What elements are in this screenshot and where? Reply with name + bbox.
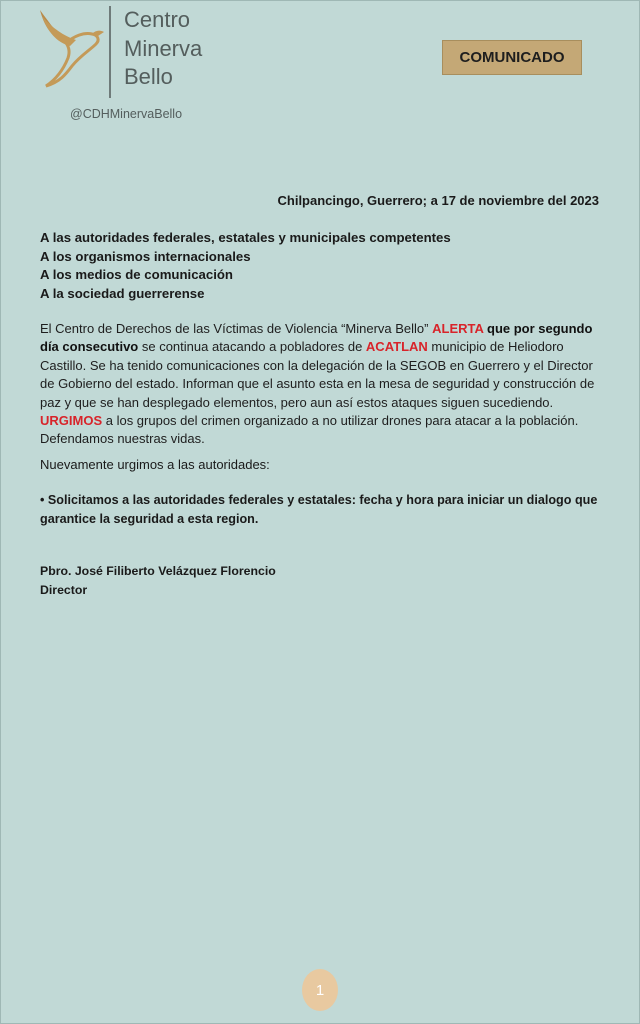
body-text-2: que por segundo día consecutivo <box>40 321 593 355</box>
logo-line-3: Bello <box>124 64 173 89</box>
letter-date: Chilpancingo, Guerrero; a 17 de noviembre del 2023 <box>277 193 599 208</box>
urgimos-keyword: URGIMOS <box>40 413 103 429</box>
alerta-keyword: ALERTA <box>432 321 484 336</box>
recipient-line: A las autoridades federales, estatales y municipales competentes <box>40 230 451 245</box>
recipient-line: A los organismos internacionales <box>40 248 251 264</box>
body-text-5: a los grupos del crimen organizado a no utilizar drones para atacar a la población. Defendamos nuestras vidas. <box>40 413 579 447</box>
body-text-1: El Centro de Derechos de las Víctimas de Violencia “Minerva Bello” <box>40 321 433 336</box>
social-handle: @CDHMinervaBello <box>70 107 183 121</box>
logo-line-2: Minerva <box>124 35 203 61</box>
signature-title: Director <box>40 582 88 597</box>
request-bullet: • Solicitamos a las autoridades federales y estatales: fecha y hora para iniciar un dialogo que garantice la seguridad a esta region. <box>40 493 598 526</box>
logo-divider <box>109 6 111 98</box>
dove-icon <box>36 6 106 88</box>
signature-name: Pbro. José Filiberto Velázquez Florencio <box>40 564 276 578</box>
recipients-list <box>40 229 600 303</box>
signature-block <box>40 562 276 599</box>
body-text-3: se continua atacando a pobladores de <box>138 339 366 355</box>
logo-wordmark <box>124 6 202 92</box>
acatlan-keyword: ACATLAN <box>365 339 428 355</box>
second-intro: Nuevamente urgimos a las autoridades: <box>40 457 270 472</box>
recipient-line: A los medios de comunicación <box>40 267 233 282</box>
recipient-line: A la sociedad guerrerense <box>40 285 205 301</box>
body-paragraph <box>40 320 605 449</box>
body-text-4: municipio de Heliodoro Castillo. Se ha tenido comunicaciones con la delegación de la SEGOB en Guerrero y el Director de Gobierno del estado. Informan que el asunto esta en la mesa de seguridad y construcción de paz y que se han desplegado elementos, pero aun así estos ataques siguen sucediendo. <box>40 339 595 410</box>
comunicado-badge: COMUNICADO <box>442 40 582 75</box>
page-number: 1 <box>302 969 338 1011</box>
logo-line-1: Centro <box>124 7 191 32</box>
organization-logo <box>36 6 236 101</box>
